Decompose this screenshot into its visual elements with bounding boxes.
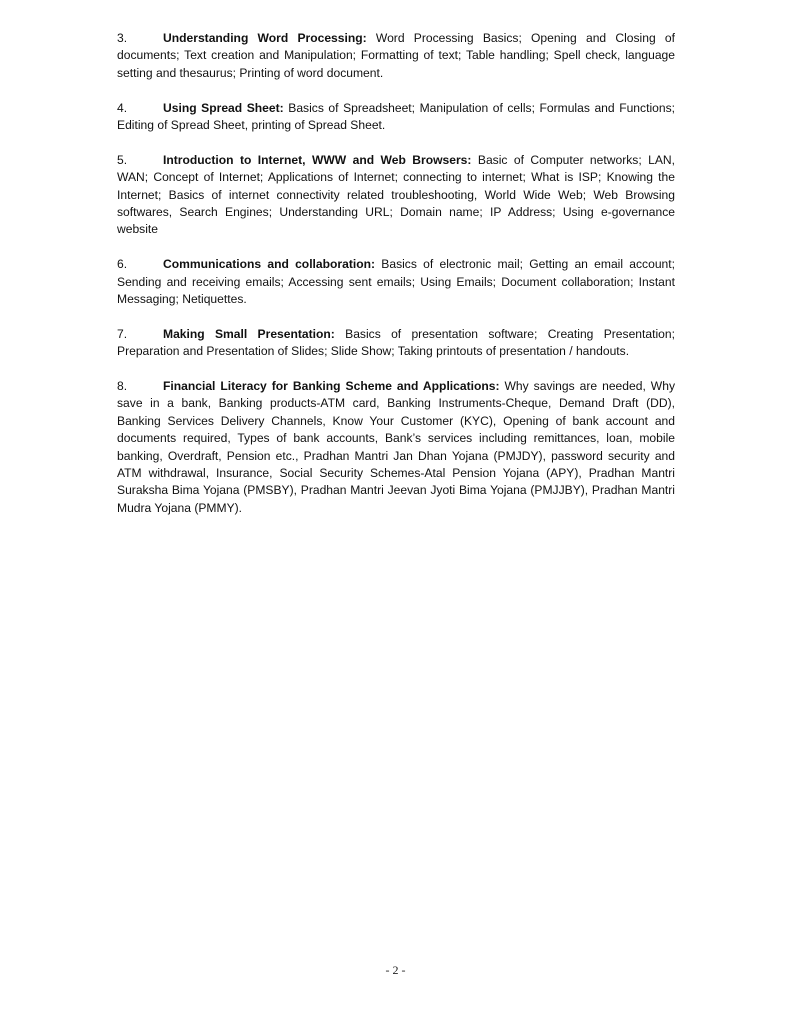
item-heading: Introduction to Internet, WWW and Web Browsers: <box>163 152 472 167</box>
item-number: 4. <box>117 100 128 115</box>
syllabus-list <box>117 30 675 535</box>
item-text: Why savings are needed, Why save in a bank, Banking products-ATM card, Banking Instruments-Cheque, Demand Draft (DD), Banking Services Delivery Channels, Know Your Customer (KYC), Opening of bank account and documents required, Types of bank accounts, Bank’s services including remittances, loan, mobile banking, Overdraft, Pension etc., Pradhan Mantri Jan Dhan Yojana (PMJDY), password security and ATM withdrawal, Insurance, Social Security Schemes-Atal Pension Yojana (APY), Pradhan Mantri Suraksha Bima Yojana (PMSBY), Pradhan Mantri Jeevan Jyoti Bima Yojana (PMJJBY), Pradhan Mantri Mudra Yojana (PMMY). <box>117 379 675 515</box>
syllabus-item-internet <box>117 152 675 239</box>
item-number: 8. <box>117 379 128 394</box>
item-heading: Making Small Presentation: <box>163 326 335 341</box>
item-heading: Understanding Word Processing: <box>163 31 367 45</box>
item-heading: Financial Literacy for Banking Scheme and Applications: <box>163 379 500 394</box>
page-number: - 2 - <box>385 963 406 977</box>
item-text: Basics of electronic mail; Getting an email account; Sending and receiving emails; Accessing sent emails; Using Emails; Document collaboration; Instant Messaging; Netiquettes. <box>117 257 675 307</box>
item-text: Basics of Spreadsheet; Manipulation of cells; Formulas and Functions; Editing of Spread Sheet, printing of Spread Sheet. <box>117 100 675 133</box>
item-heading: Using Spread Sheet: <box>163 100 284 115</box>
item-number: 7. <box>117 326 128 341</box>
item-number: 3. <box>117 31 128 45</box>
syllabus-item-presentation <box>117 326 675 361</box>
syllabus-item-spread-sheet <box>117 100 675 135</box>
item-number: 6. <box>117 257 128 272</box>
item-text: Basic of Computer networks; LAN, WAN; Concept of Internet; Applications of Internet; connecting to internet; What is ISP; Knowing the Internet; Basics of internet connectivity related troubleshooting, World Wide Web; Web Browsing softwares, Search Engines; Understanding URL; Domain name; IP Address; Using e-governance website <box>117 152 676 237</box>
item-text: Basics of presentation software; Creating Presentation; Preparation and Presentation of Slides; Slide Show; Taking printouts of presentation / handouts. <box>117 326 675 359</box>
item-heading: Communications and collaboration: <box>163 257 376 272</box>
item-number: 5. <box>117 152 128 167</box>
syllabus-item-financial-literacy <box>117 378 675 517</box>
syllabus-item-communications <box>117 256 675 308</box>
item-text: Word Processing Basics; Opening and Closing of documents; Text creation and Manipulation; Formatting of text; Table handling; Spell check, language setting and thesaurus; Printing of word document. <box>117 31 675 80</box>
syllabus-item-word-processing <box>117 30 675 82</box>
